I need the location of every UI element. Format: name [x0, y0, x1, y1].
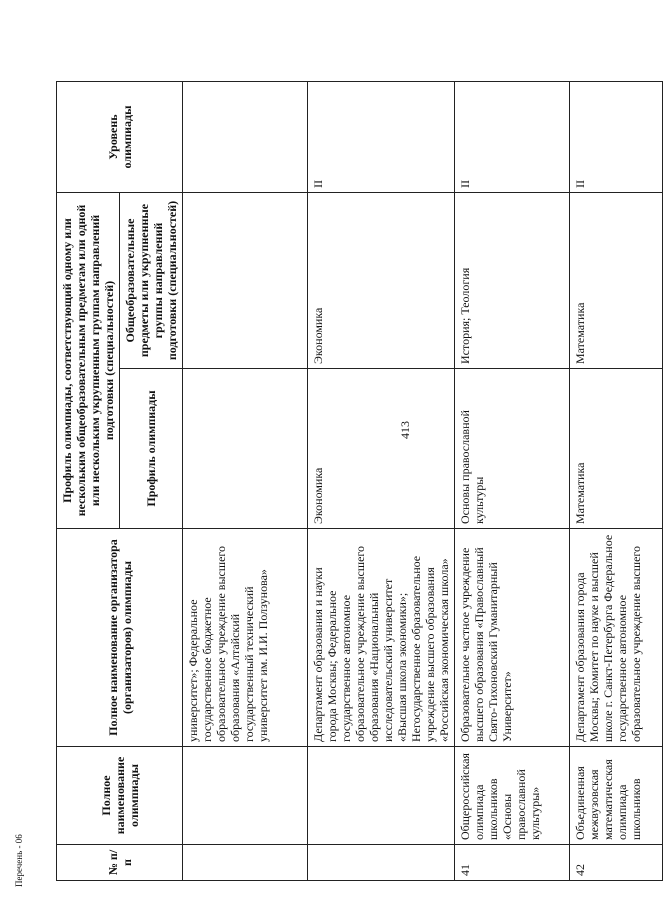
- cell-num: 41: [455, 845, 570, 881]
- cell-profile: Экономика: [308, 369, 455, 529]
- cell-organizer: Образовательное частное учреждение высшего образования «Православный Свято-Тихоновский Гуманитарный Университет»: [455, 529, 570, 747]
- cell-organizer: университет»; Федеральное государственное бюджетное образовательное учреждение высшего образования «Алтайский государственный технический университет им. И.И. Ползунова»: [183, 529, 308, 747]
- header-level: Уровень олимпиады: [57, 82, 183, 193]
- header-full-name: Полное наименование олимпиады: [57, 747, 183, 845]
- olympiad-table: [56, 81, 663, 881]
- cell-level: II: [308, 82, 455, 193]
- table-row: [455, 82, 570, 881]
- cell-profile: [183, 369, 308, 529]
- cell-subjects: [183, 193, 308, 369]
- cell-num: [183, 845, 308, 881]
- cell-level: II: [570, 82, 663, 193]
- cell-level: II: [455, 82, 570, 193]
- header-profile-group: Профиль олимпиады, соответствующий одному или нескольким общеобразовательным предметам или одной или нескольким укрупненным группам направлений подготовки (специальностей): [57, 193, 120, 529]
- cell-organizer: Департамент образования и науки города Москвы; Федеральное государственное автономное образовательное учреждение высшего образования «Национальный исследовательский университет «Высшая школа экономики»; Негосударственное образовательное учреждение высшего образования «Российская экономическая школа»: [308, 529, 455, 747]
- table-row: [308, 82, 455, 881]
- cell-subjects: Экономика: [308, 193, 455, 369]
- cell-profile: Основы православной культуры: [455, 369, 570, 529]
- cell-subjects: Математика: [570, 193, 663, 369]
- cell-organizer: Департамент образования города Москвы; Комитет по науке и высшей школе г. Санкт-Петербурга Федеральное государственное автономное образовательное учреждение высшего: [570, 529, 663, 747]
- cell-profile: Математика: [570, 369, 663, 529]
- page-number: 413: [398, 421, 412, 439]
- cell-num: 42: [570, 845, 663, 881]
- cell-level: [183, 82, 308, 193]
- olympiad-table-sheet: [56, 82, 643, 881]
- header-organizer: Полное наименование организатора (организаторов) олимпиады: [57, 529, 183, 747]
- cell-subjects: История; Теология: [455, 193, 570, 369]
- table-row: [183, 82, 308, 881]
- cell-full-name: Объединенная межвузовская математическая олимпиада школьников: [570, 747, 663, 845]
- cell-num: [308, 845, 455, 881]
- header-subjects: Общеобразовательные предметы или укрупненные группы направлений подготовки (специальностей): [120, 193, 183, 369]
- table-row: [570, 82, 663, 881]
- cell-full-name: [308, 747, 455, 845]
- cell-full-name: Общероссийская олимпиада школьников «Основы православной культуры»: [455, 747, 570, 845]
- header-num: № п/п: [57, 845, 183, 881]
- footer-note: Перечень - 06: [14, 834, 24, 887]
- header-profile: Профиль олимпиады: [120, 369, 183, 529]
- cell-full-name: [183, 747, 308, 845]
